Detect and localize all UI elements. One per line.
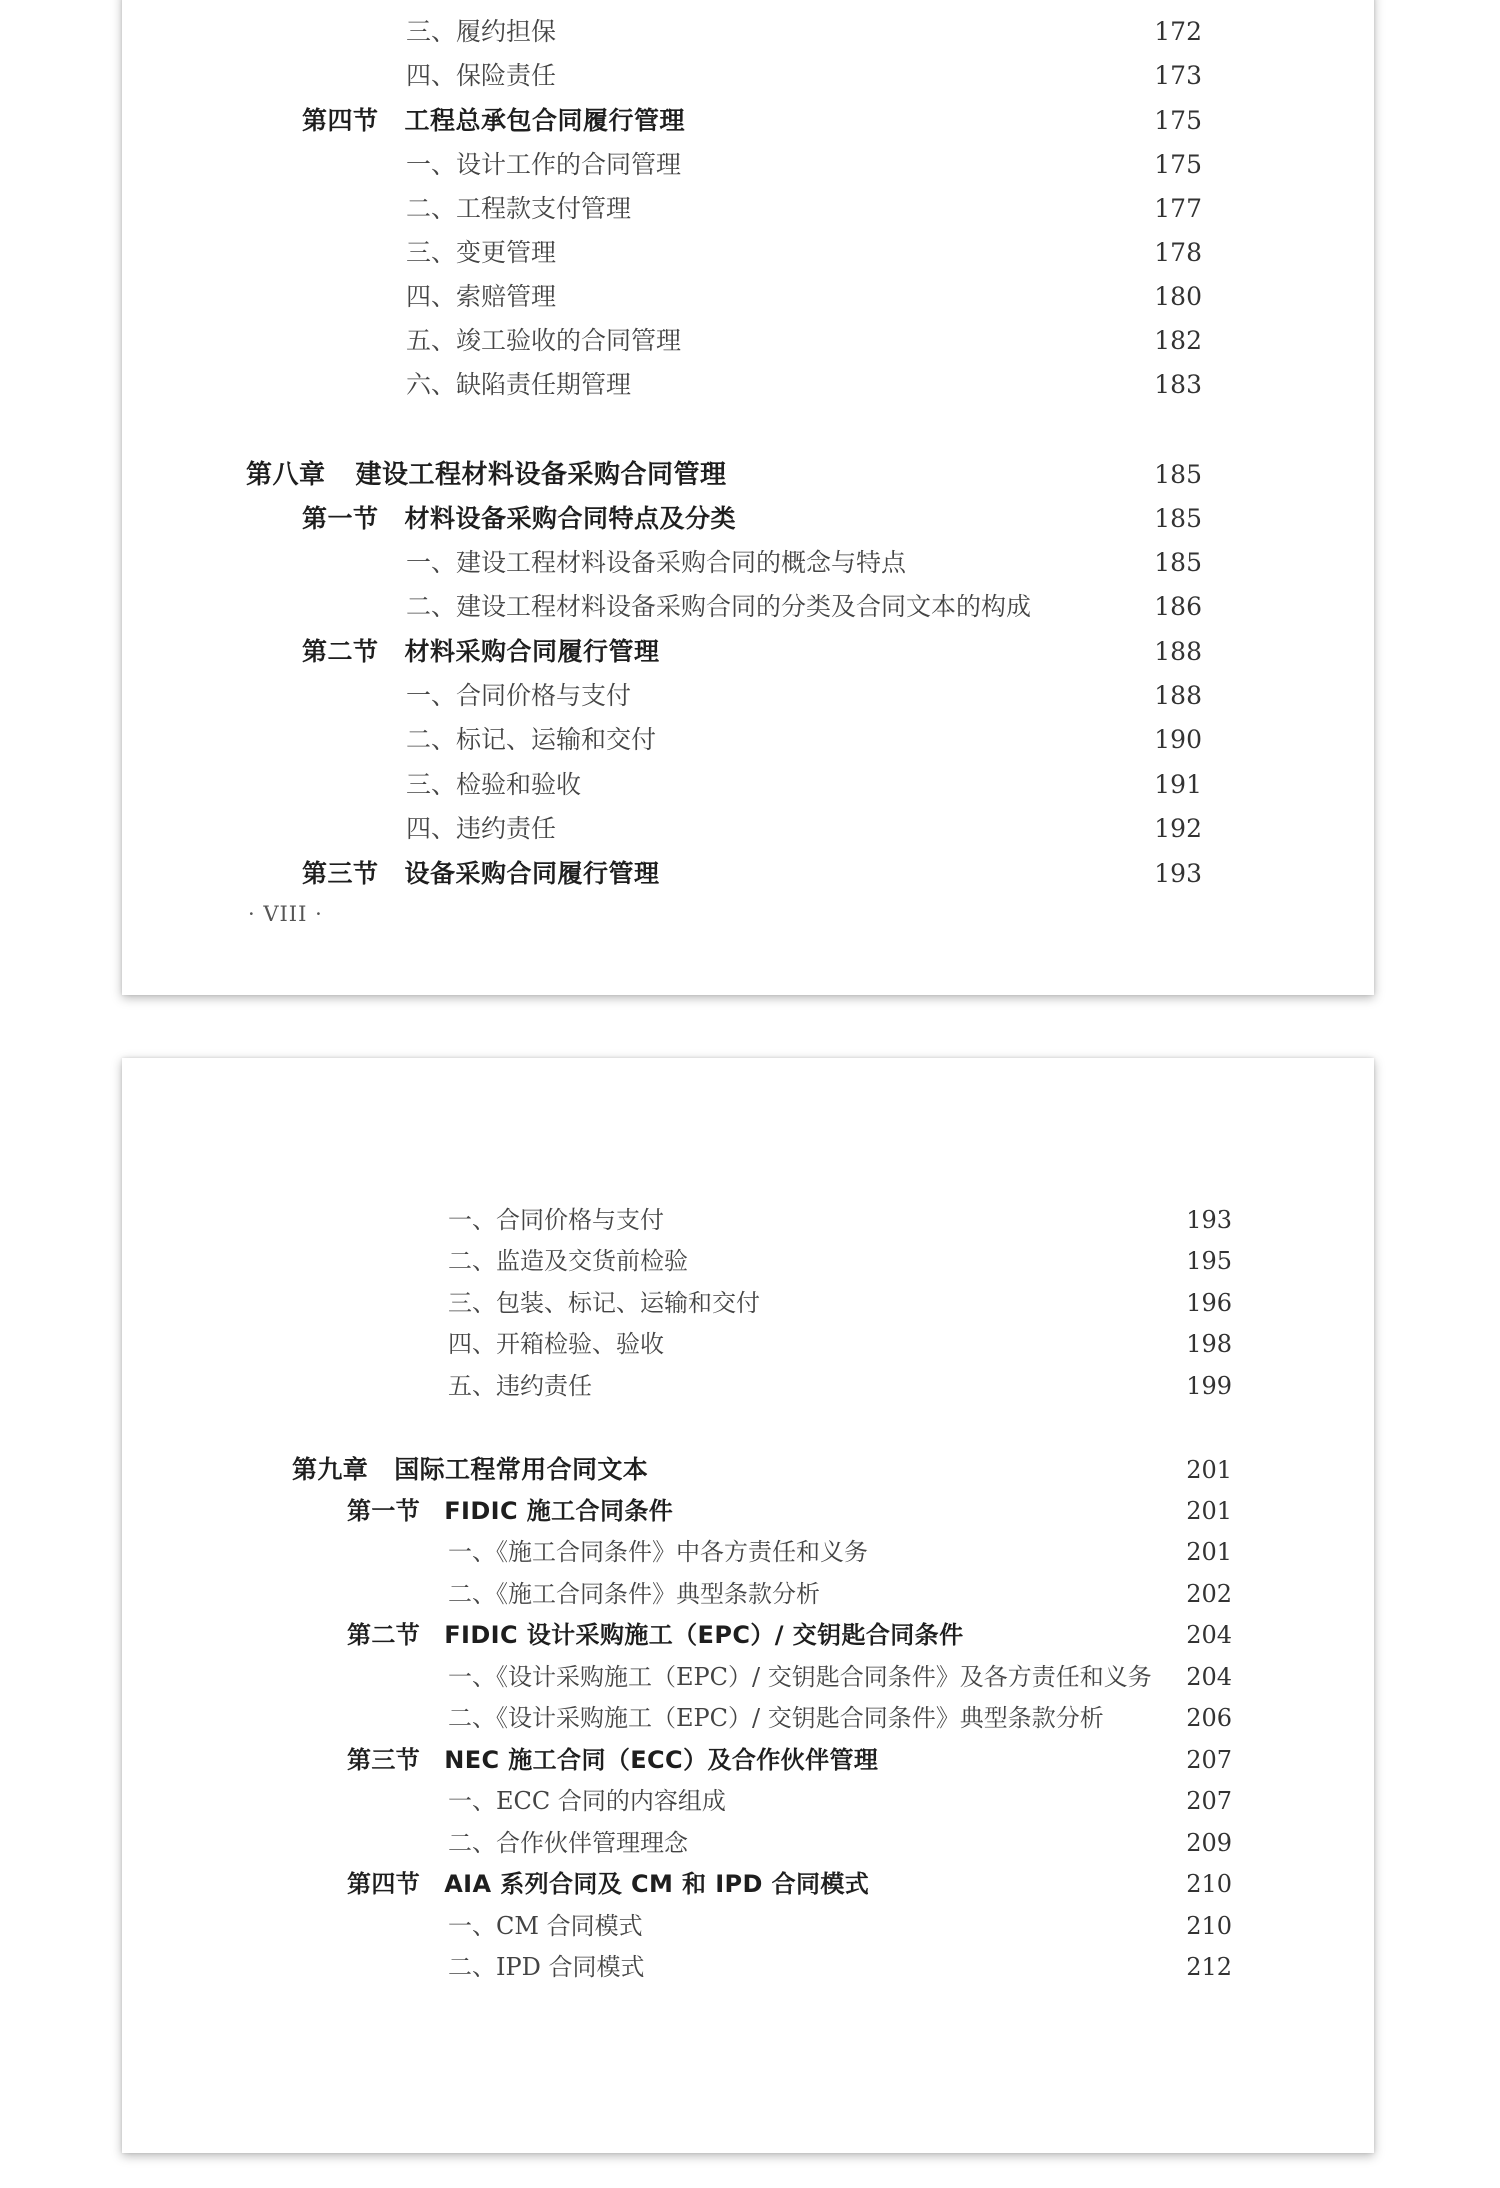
entry-page-number: 198 [1186,1330,1232,1358]
toc-page-lower [122,1058,1374,2153]
toc-entry [122,1657,1374,1697]
entry-page-number: 175 [1154,150,1202,179]
section-title: 工程总承包合同履行管理 [404,106,686,135]
toc-entry [122,56,1374,96]
toc-entry [122,587,1374,627]
toc-entry [122,1906,1374,1946]
toc-entry [122,321,1374,361]
chapter-title: 建设工程材料设备采购合同管理 [355,460,727,490]
entry-title: 二、《设计采购施工（EPC）/ 交钥匙合同条件》典型条款分析 [448,1704,1104,1732]
entry-page-number: 185 [1154,504,1202,533]
toc-entry [122,1781,1374,1821]
toc-entry [122,1200,1374,1240]
entry-title: 五、竣工验收的合同管理 [406,326,682,355]
entry-page-number: 178 [1154,238,1202,267]
entry-page-number: 193 [1186,1206,1232,1234]
page-folio: · VIII · [248,902,323,926]
entry-page-number: 193 [1154,859,1202,888]
entry-title: 二、监造及交货前检验 [448,1247,688,1275]
toc-section [122,854,1374,894]
toc-chapter [122,455,1374,495]
section-label: 第一节 [347,1497,421,1525]
toc-section [122,101,1374,141]
entry-title: 二、标记、运输和交付 [406,725,657,754]
toc-entry [122,233,1374,273]
section-title: 材料设备采购合同特点及分类 [404,504,737,533]
toc-chapter [122,1450,1374,1490]
entry-page-number: 210 [1186,1912,1232,1940]
entry-page-number: 212 [1186,1953,1232,1981]
toc-section [122,1491,1374,1531]
entry-page-number: 201 [1186,1538,1232,1566]
entry-title: 一、《设计采购施工（EPC）/ 交钥匙合同条件》及各方责任和义务 [448,1663,1152,1691]
entry-page-number: 185 [1154,548,1202,577]
section-label: 第三节 [302,859,379,888]
toc-section [122,1615,1374,1655]
toc-entry [122,1823,1374,1863]
section-label: 第四节 [347,1870,421,1898]
entry-page-number: 191 [1154,770,1202,799]
entry-page-number: 195 [1186,1247,1232,1275]
entry-page-number: 207 [1186,1746,1232,1774]
section-label: 第四节 [302,106,379,135]
toc-section [122,632,1374,672]
entry-page-number: 172 [1154,17,1202,46]
entry-title: 一、《施工合同条件》中各方责任和义务 [448,1538,868,1566]
entry-title: 六、缺陷责任期管理 [406,370,632,399]
entry-page-number: 185 [1154,460,1202,489]
section-title: FIDIC 设计采购施工（EPC）/ 交钥匙合同条件 [444,1621,964,1649]
chapter-label: 第九章 [292,1455,369,1484]
section-title: 材料采购合同履行管理 [404,637,660,666]
section-label: 第一节 [302,504,379,533]
entry-title: 二、《施工合同条件》典型条款分析 [448,1580,820,1608]
entry-title: 二、工程款支付管理 [406,194,632,223]
entry-page-number: 209 [1186,1829,1232,1857]
entry-page-number: 188 [1154,681,1202,710]
entry-title: 一、CM 合同模式 [448,1912,643,1940]
toc-entry [122,676,1374,716]
entry-title: 一、建设工程材料设备采购合同的概念与特点 [406,548,907,577]
toc-entry [122,1366,1374,1406]
entry-title: 二、IPD 合同模式 [448,1953,645,1981]
entry-page-number: 202 [1186,1580,1232,1608]
entry-title: 五、违约责任 [448,1372,592,1400]
toc-page-upper [122,0,1374,995]
section-title: NEC 施工合同（ECC）及合作伙伴管理 [444,1746,879,1774]
toc-section [122,1740,1374,1780]
entry-page-number: 173 [1154,61,1202,90]
entry-title: 二、合作伙伴管理理念 [448,1829,688,1857]
toc-entry [122,720,1374,760]
toc-entry [122,1324,1374,1364]
toc-section [122,1864,1374,1904]
toc-entry [122,145,1374,185]
entry-title: 一、合同价格与支付 [448,1206,664,1234]
chapter-title: 国际工程常用合同文本 [394,1455,649,1484]
entry-page-number: 175 [1154,106,1202,135]
toc-entry [122,1947,1374,1987]
entry-page-number: 182 [1154,326,1202,355]
entry-page-number: 196 [1186,1289,1232,1317]
entry-page-number: 177 [1154,194,1202,223]
entry-page-number: 199 [1186,1372,1232,1400]
entry-title: 一、设计工作的合同管理 [406,150,682,179]
toc-entry [122,1574,1374,1614]
toc-section [122,499,1374,539]
section-title: AIA 系列合同及 CM 和 IPD 合同模式 [444,1870,870,1898]
entry-title: 四、索赔管理 [406,282,557,311]
entry-page-number: 201 [1186,1497,1232,1525]
toc-entry [122,277,1374,317]
section-label: 第三节 [347,1746,421,1774]
entry-page-number: 207 [1186,1787,1232,1815]
toc-entry [122,1241,1374,1281]
chapter-label: 第八章 [246,460,326,490]
toc-entry [122,189,1374,229]
entry-title: 二、建设工程材料设备采购合同的分类及合同文本的构成 [406,592,1032,621]
entry-title: 三、履约担保 [406,17,557,46]
entry-page-number: 186 [1154,592,1202,621]
entry-title: 一、合同价格与支付 [406,681,632,710]
entry-page-number: 201 [1186,1456,1232,1484]
section-label: 第二节 [302,637,379,666]
entry-title: 三、检验和验收 [406,770,582,799]
entry-page-number: 206 [1186,1704,1232,1732]
entry-page-number: 204 [1186,1621,1232,1649]
entry-page-number: 188 [1154,637,1202,666]
entry-title: 三、包装、标记、运输和交付 [448,1289,760,1317]
entry-title: 四、开箱检验、验收 [448,1330,664,1358]
entry-title: 四、违约责任 [406,814,557,843]
section-title: 设备采购合同履行管理 [404,859,660,888]
toc-entry [122,365,1374,405]
toc-entry [122,543,1374,583]
entry-page-number: 180 [1154,282,1202,311]
toc-entry [122,809,1374,849]
entry-title: 一、ECC 合同的内容组成 [448,1787,726,1815]
entry-page-number: 183 [1154,370,1202,399]
entry-page-number: 204 [1186,1663,1232,1691]
entry-page-number: 190 [1154,725,1202,754]
entry-page-number: 192 [1154,814,1202,843]
entry-title: 三、变更管理 [406,238,557,267]
toc-entry [122,1532,1374,1572]
section-title: FIDIC 施工合同条件 [444,1497,674,1525]
toc-entry [122,12,1374,52]
toc-entry [122,765,1374,805]
entry-title: 四、保险责任 [406,61,557,90]
toc-entry [122,1698,1374,1738]
entry-page-number: 210 [1186,1870,1232,1898]
section-label: 第二节 [347,1621,421,1649]
toc-entry [122,1283,1374,1323]
